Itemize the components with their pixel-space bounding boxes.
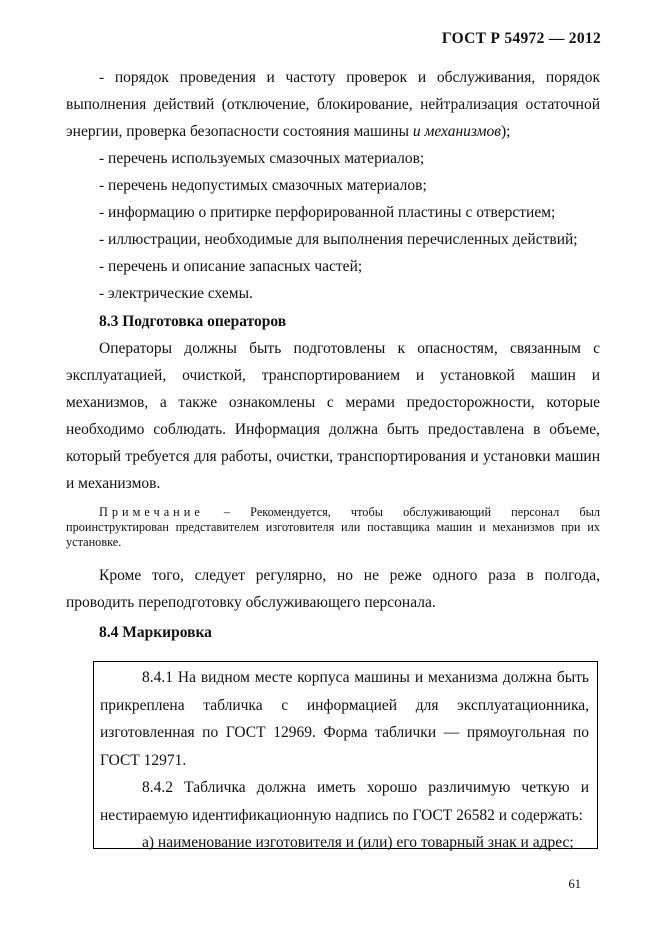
- list-item-text-end: );: [500, 123, 511, 140]
- list-item: - перечень используемых смазочных материалов;: [99, 150, 425, 167]
- list-item: - электрические схемы.: [99, 285, 253, 302]
- paragraph-8-4-2-a: а) наименование изготовителя и (или) его товарный знак и адрес;: [142, 834, 574, 851]
- paragraph-8-4-1: 8.4.1 На видном месте корпуса машины и механизма должна быть прикреплена табличка с информацией для эксплуатационника, изготовленная по ГОСТ 12969. Форма таблички — прямоугольная по ГОСТ 12971.: [100, 669, 589, 769]
- section-8-3-body2: Кроме того, следует регулярно, но не реже одного раза в полгода, проводить переподготовку обслуживающего персонала.: [66, 567, 600, 611]
- main-text: [66, 64, 600, 616]
- section-8-3-heading: 8.3 Подготовка операторов: [99, 313, 287, 330]
- section-8-4-heading: 8.4 Маркировка: [99, 624, 212, 641]
- list-item: - перечень и описание запасных частей;: [99, 258, 363, 275]
- note-text: – Рекомендуется, чтобы обслуживающий персонал был проинструктирован представителем изготовителя или поставщика машин и механизмов при их установке.: [66, 505, 600, 549]
- framed-text-box: [93, 661, 598, 849]
- section-8-3-body: Операторы должны быть подготовлены к опасностям, связанным с эксплуатацией, очисткой, транспортированием и установкой машин и механизмов, а также ознакомлены с мерами предосторожности, которые необходимо соблюдать. Информация должна быть предоставлена в объеме, который требуется для работы, очистки, транспортирования и установки машин и механизмов.: [66, 340, 600, 492]
- list-item: - перечень недопустимых смазочных материалов;: [99, 177, 427, 194]
- list-item: - иллюстрации, необходимые для выполнения перечисленных действий;: [99, 231, 578, 248]
- page-number: 61: [568, 877, 581, 891]
- list-item-text: - порядок проведения и частоту проверок и обслуживания, порядок выполнения действий (отключение, блокирование, нейтрализация остаточной энергии, проверка безопасности состояния машины: [66, 69, 600, 140]
- paragraph-8-4-2: 8.4.2 Табличка должна иметь хорошо различимую четкую и нестираемую идентификационную надпись по ГОСТ 26582 и содержать:: [100, 779, 589, 824]
- note-label: Примечание: [99, 505, 204, 519]
- list-item-first: [66, 64, 600, 145]
- list-item: - информацию о притирке перфорированной пластины с отверстием;: [99, 204, 556, 221]
- note: [66, 505, 600, 550]
- list-item-italic: и механизмов: [412, 123, 501, 140]
- document-header: ГОСТ Р 54972 — 2012: [441, 30, 601, 47]
